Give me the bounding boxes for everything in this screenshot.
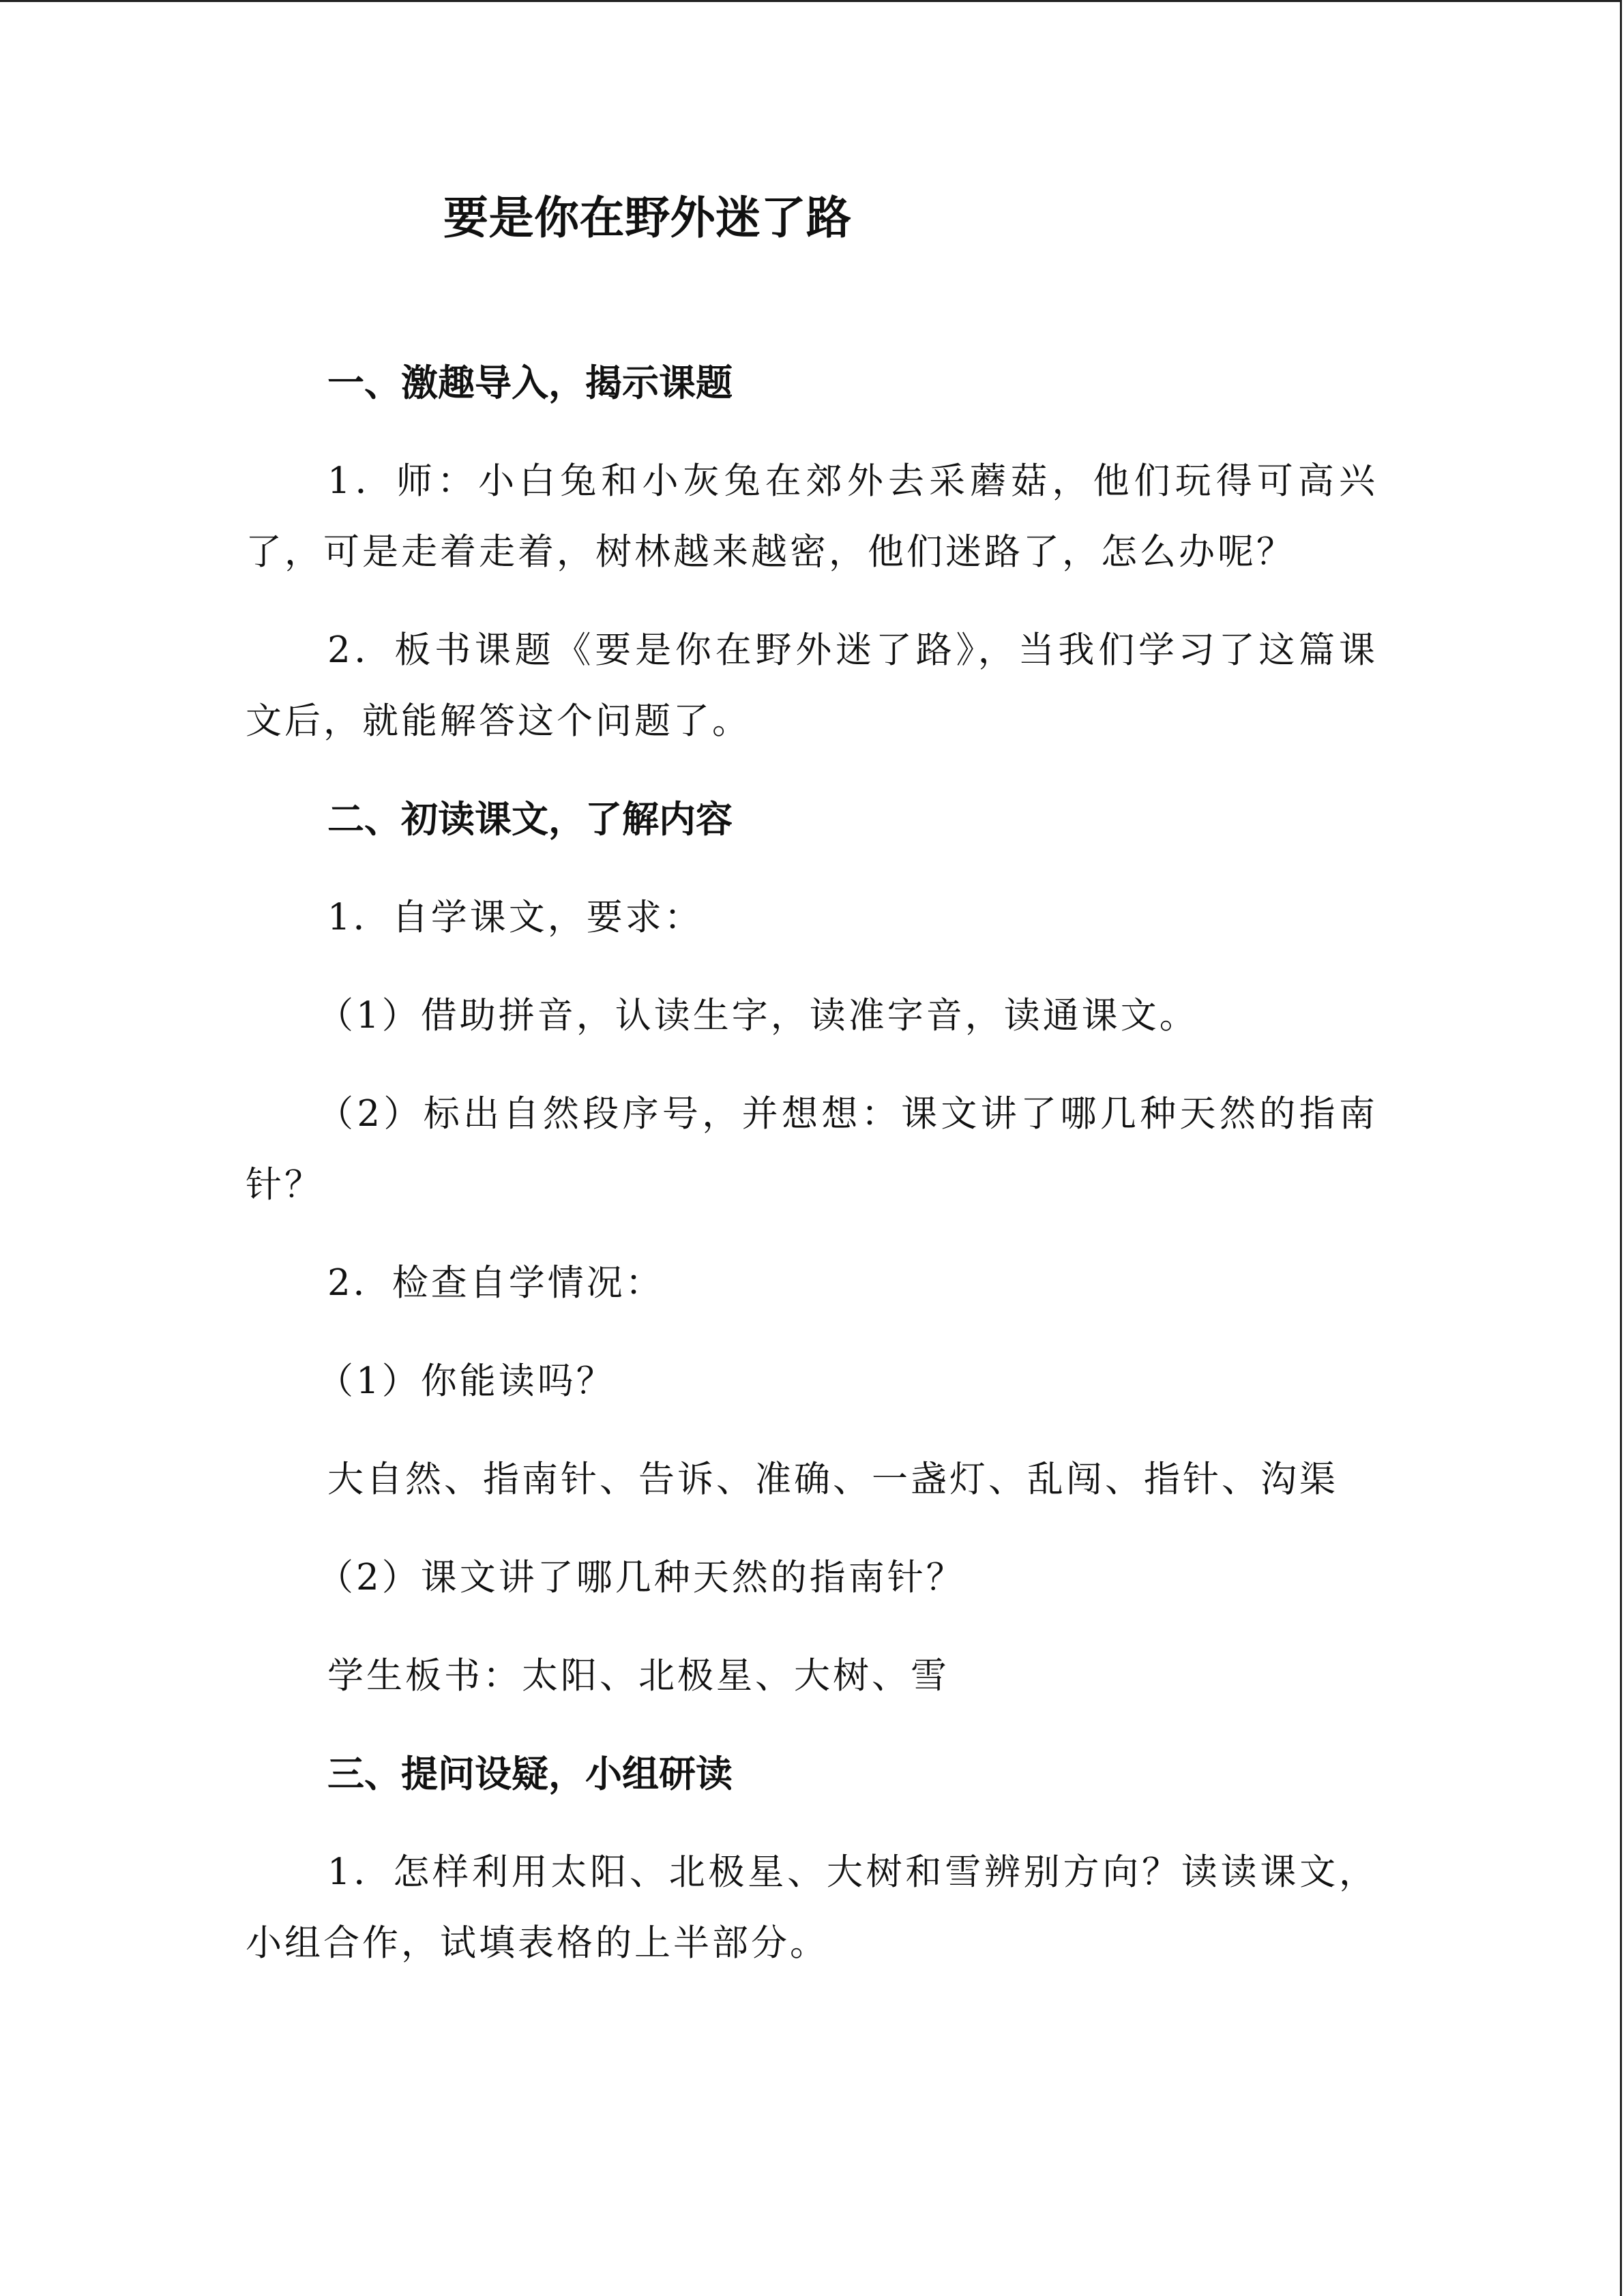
document-title: 要是你在野外迷了路	[443, 192, 852, 244]
paragraph-10: 学生板书：太阳、北极星、大树、雪	[327, 1655, 949, 1697]
section-heading-3: 三、提问设疑，小组研读	[327, 1753, 733, 1795]
paragraph-1: 1．师：小白兔和小灰兔在郊外去采蘑菇，他们玩得可高兴了，可是走着走着，树林越来越密，他们迷路了，怎么办呢？	[246, 460, 1378, 573]
title-spacer	[246, 273, 1378, 348]
paragraph-3: 1．自学课文，要求：	[327, 897, 703, 938]
paragraph-6: 2．检查自学情况：	[327, 1262, 664, 1304]
section-heading-2: 二、初读课文，了解内容	[327, 798, 733, 841]
document-body	[246, 164, 1378, 2006]
paragraph-8: 大自然、指南针、告诉、准确、一盏灯、乱闯、指针、沟渠	[327, 1459, 1338, 1500]
section-heading-1: 一、激趣导入，揭示课题	[327, 361, 733, 404]
paragraph-4: （1）借助拼音，认读生字，读准字音，读通课文。	[317, 995, 1198, 1037]
paragraph-7: （1）你能读吗？	[317, 1360, 615, 1402]
paragraph-5: （2）标出自然段序号，并想想：课文讲了哪几种天然的指南针？	[246, 1093, 1378, 1206]
paragraph-2: 2．板书课题《要是你在野外迷了路》，当我们学习了这篇课文后，就能解答这个问题了。	[246, 629, 1378, 742]
paragraph-9: （2）课文讲了哪几种天然的指南针？	[317, 1557, 965, 1598]
paragraph-11: 1．怎样利用太阳、北极星、大树和雪辨别方向？读读课文，小组合作，试填表格的上半部分。	[246, 1851, 1378, 1964]
